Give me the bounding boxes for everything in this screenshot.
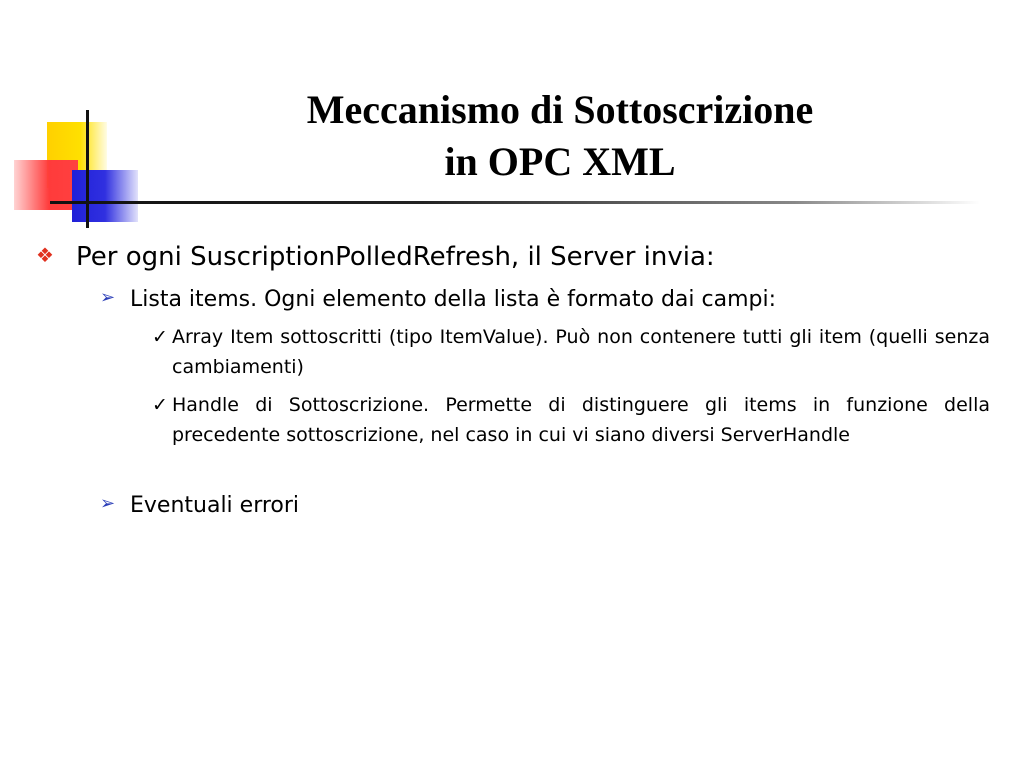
bullet-text: Lista items. Ogni elemento della lista è formato dai campi: <box>130 287 777 312</box>
bullet-level3 <box>152 322 990 384</box>
logo-vertical-line <box>86 110 89 228</box>
bullet-text: Array Item sottoscritti (tipo ItemValue). Può non contenere tutti gli item (quelli senza cambiamenti) <box>172 326 990 378</box>
diamond-bullet-icon: ❖ <box>36 243 54 267</box>
logo-blue-square <box>72 170 138 222</box>
bullet-text: Eventuali errori <box>130 493 300 518</box>
check-icon: ✓ <box>152 394 168 416</box>
arrow-bullet-icon: ➢ <box>100 287 116 308</box>
decorative-logo <box>0 0 160 240</box>
title-line-1: Meccanismo di Sottoscrizione <box>306 87 814 132</box>
arrow-bullet-icon: ➢ <box>100 493 116 514</box>
bullet-level3 <box>152 390 990 482</box>
title-line-2: in OPC XML <box>444 139 676 184</box>
bullet-text: Per ogni SuscriptionPolledRefresh, il Server invia: <box>76 242 715 272</box>
title-divider <box>50 201 980 204</box>
check-icon: ✓ <box>152 326 168 348</box>
bullet-text: Handle di Sottoscrizione. Permette di distinguere gli items in funzione della precedente sottoscrizione, nel caso in cui vi siano diversi ServerHandle <box>172 394 990 446</box>
slide-title <box>160 84 960 188</box>
